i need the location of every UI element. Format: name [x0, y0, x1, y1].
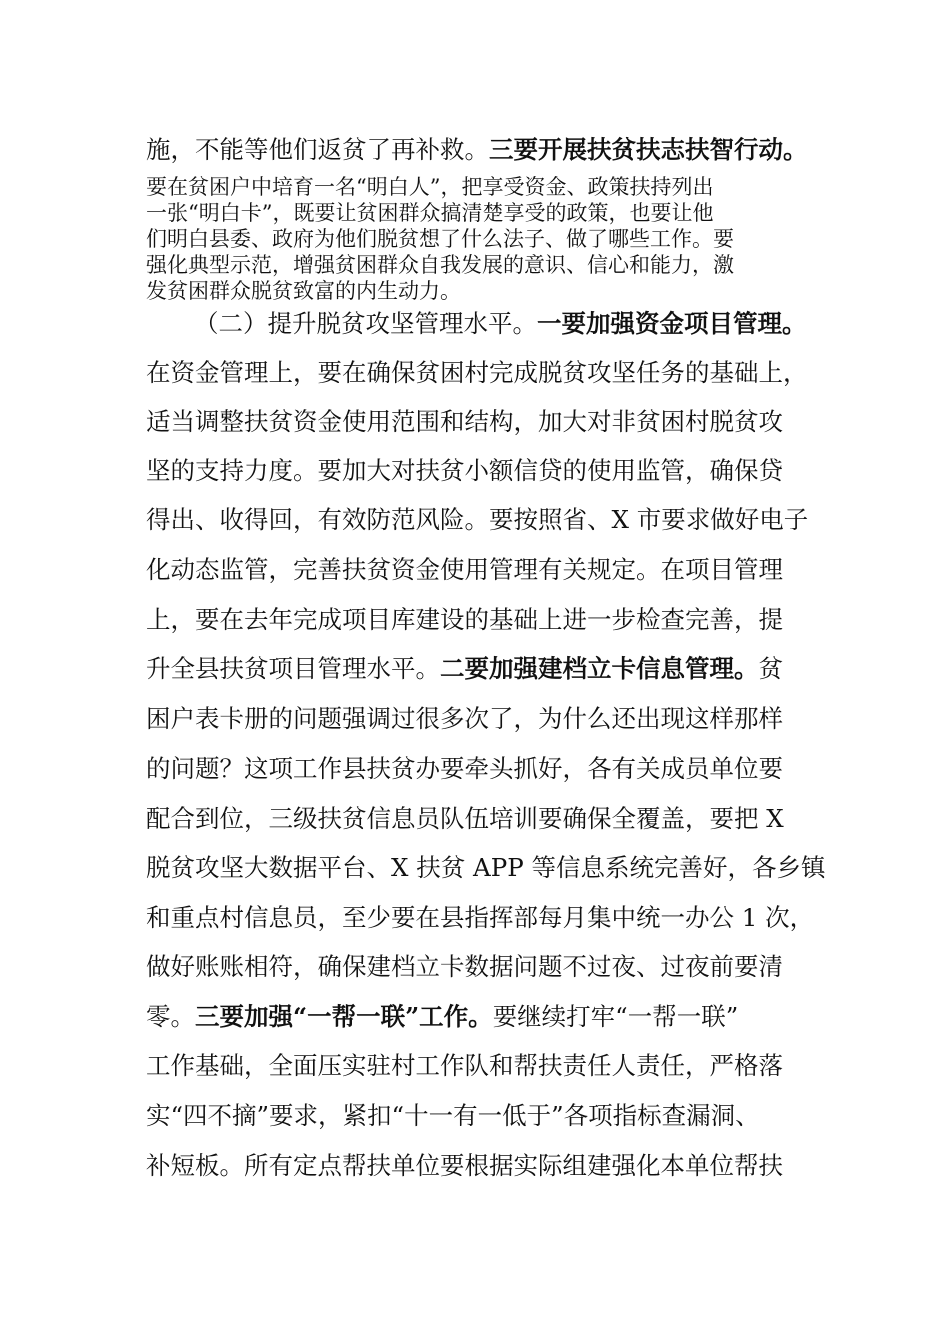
p2-line-15 — [146, 1001, 836, 1033]
p2-line-3: 适当调整扶贫资金使用范围和结构，加大对非贫困村脱贫攻 — [146, 407, 783, 436]
p2-line-1-heading: （二）提升脱贫攻坚管理水平。 — [194, 309, 537, 338]
p2-line-11: 配合到位，三级扶贫信息员队伍培训要确保全覆盖，要把 X — [146, 804, 784, 833]
p2-line-14: 做好账账相符，确保建档立卡数据问题不过夜、过夜前要清 — [146, 952, 783, 981]
p2-line-6: 化动态监管，完善扶贫资金使用管理有关规定。在项目管理 — [146, 555, 783, 584]
p2-line-18: 补短板。所有定点帮扶单位要根据实际组建强化本单位帮扶 — [146, 1151, 783, 1180]
p2-line-7: 上，要在去年完成项目库建设的基础上进一步检查完善，提 — [146, 605, 783, 634]
p2-line-9: 困户表卡册的问题强调过很多次了，为什么还出现这样那样 — [146, 704, 783, 733]
p2-line-10: 的问题？这项工作县扶贫办要牵头抓好，各有关成员单位要 — [146, 754, 783, 783]
p1-line-4: 们明白县委、政府为他们脱贫想了什么法子、做了哪些工作。要 — [146, 227, 734, 251]
p2-line-1-bold: 一要加强资金项目管理。 — [537, 309, 807, 338]
p1-line-3: 一张“明白卡”，既要让贫困群众搞清楚享受的政策，也要让他 — [146, 201, 714, 225]
p2-line-8-tail: 贫 — [758, 654, 783, 683]
p2-line-15-bold: 三要加强“一帮一联”工作。 — [195, 1002, 493, 1031]
p2-line-16: 工作基础，全面压实驻村工作队和帮扶责任人责任，严格落 — [146, 1051, 783, 1080]
p1-line-2: 要在贫困户中培育一名“明白人”，把享受资金、政策扶持列出 — [146, 175, 714, 199]
p2-line-15-normal: 零。 — [146, 1002, 195, 1031]
p2-line-8 — [146, 653, 836, 685]
p1-line-5: 强化典型示范，增强贫困群众自我发展的意识、信心和能力，激 — [146, 253, 734, 277]
p2-line-2: 在资金管理上，要在确保贫困村完成脱贫攻坚任务的基础上， — [146, 358, 808, 387]
p2-line-5: 得出、收得回，有效防范风险。要按照省、X 市要求做好电子 — [146, 505, 809, 534]
p1-line-1-normal: 施，不能等他们返贫了再补救。 — [146, 135, 489, 164]
p2-line-17: 实“四不摘”要求，紧扣“十一有一低于”各项指标查漏洞、 — [146, 1101, 760, 1130]
p2-line-13: 和重点村信息员，至少要在县指挥部每月集中统一办公 1 次， — [146, 903, 815, 932]
p2-line-1 — [194, 308, 836, 340]
p2-line-8-normal: 升全县扶贫项目管理水平。 — [146, 654, 440, 683]
p2-line-4: 坚的支持力度。要加大对扶贫小额信贷的使用监管，确保贷 — [146, 456, 783, 485]
p2-line-12: 脱贫攻坚大数据平台、X 扶贫 APP 等信息系统完善好，各乡镇 — [146, 853, 826, 882]
p1-line-6: 发贫困群众脱贫致富的内生动力。 — [146, 279, 461, 303]
p2-line-8-bold: 二要加强建档立卡信息管理。 — [440, 654, 759, 683]
p1-line-1 — [146, 134, 836, 166]
p1-line-1-bold: 三要开展扶贫扶志扶智行动。 — [489, 135, 808, 164]
p2-line-15-tail: 要继续打牢“一帮一联” — [492, 1002, 739, 1031]
